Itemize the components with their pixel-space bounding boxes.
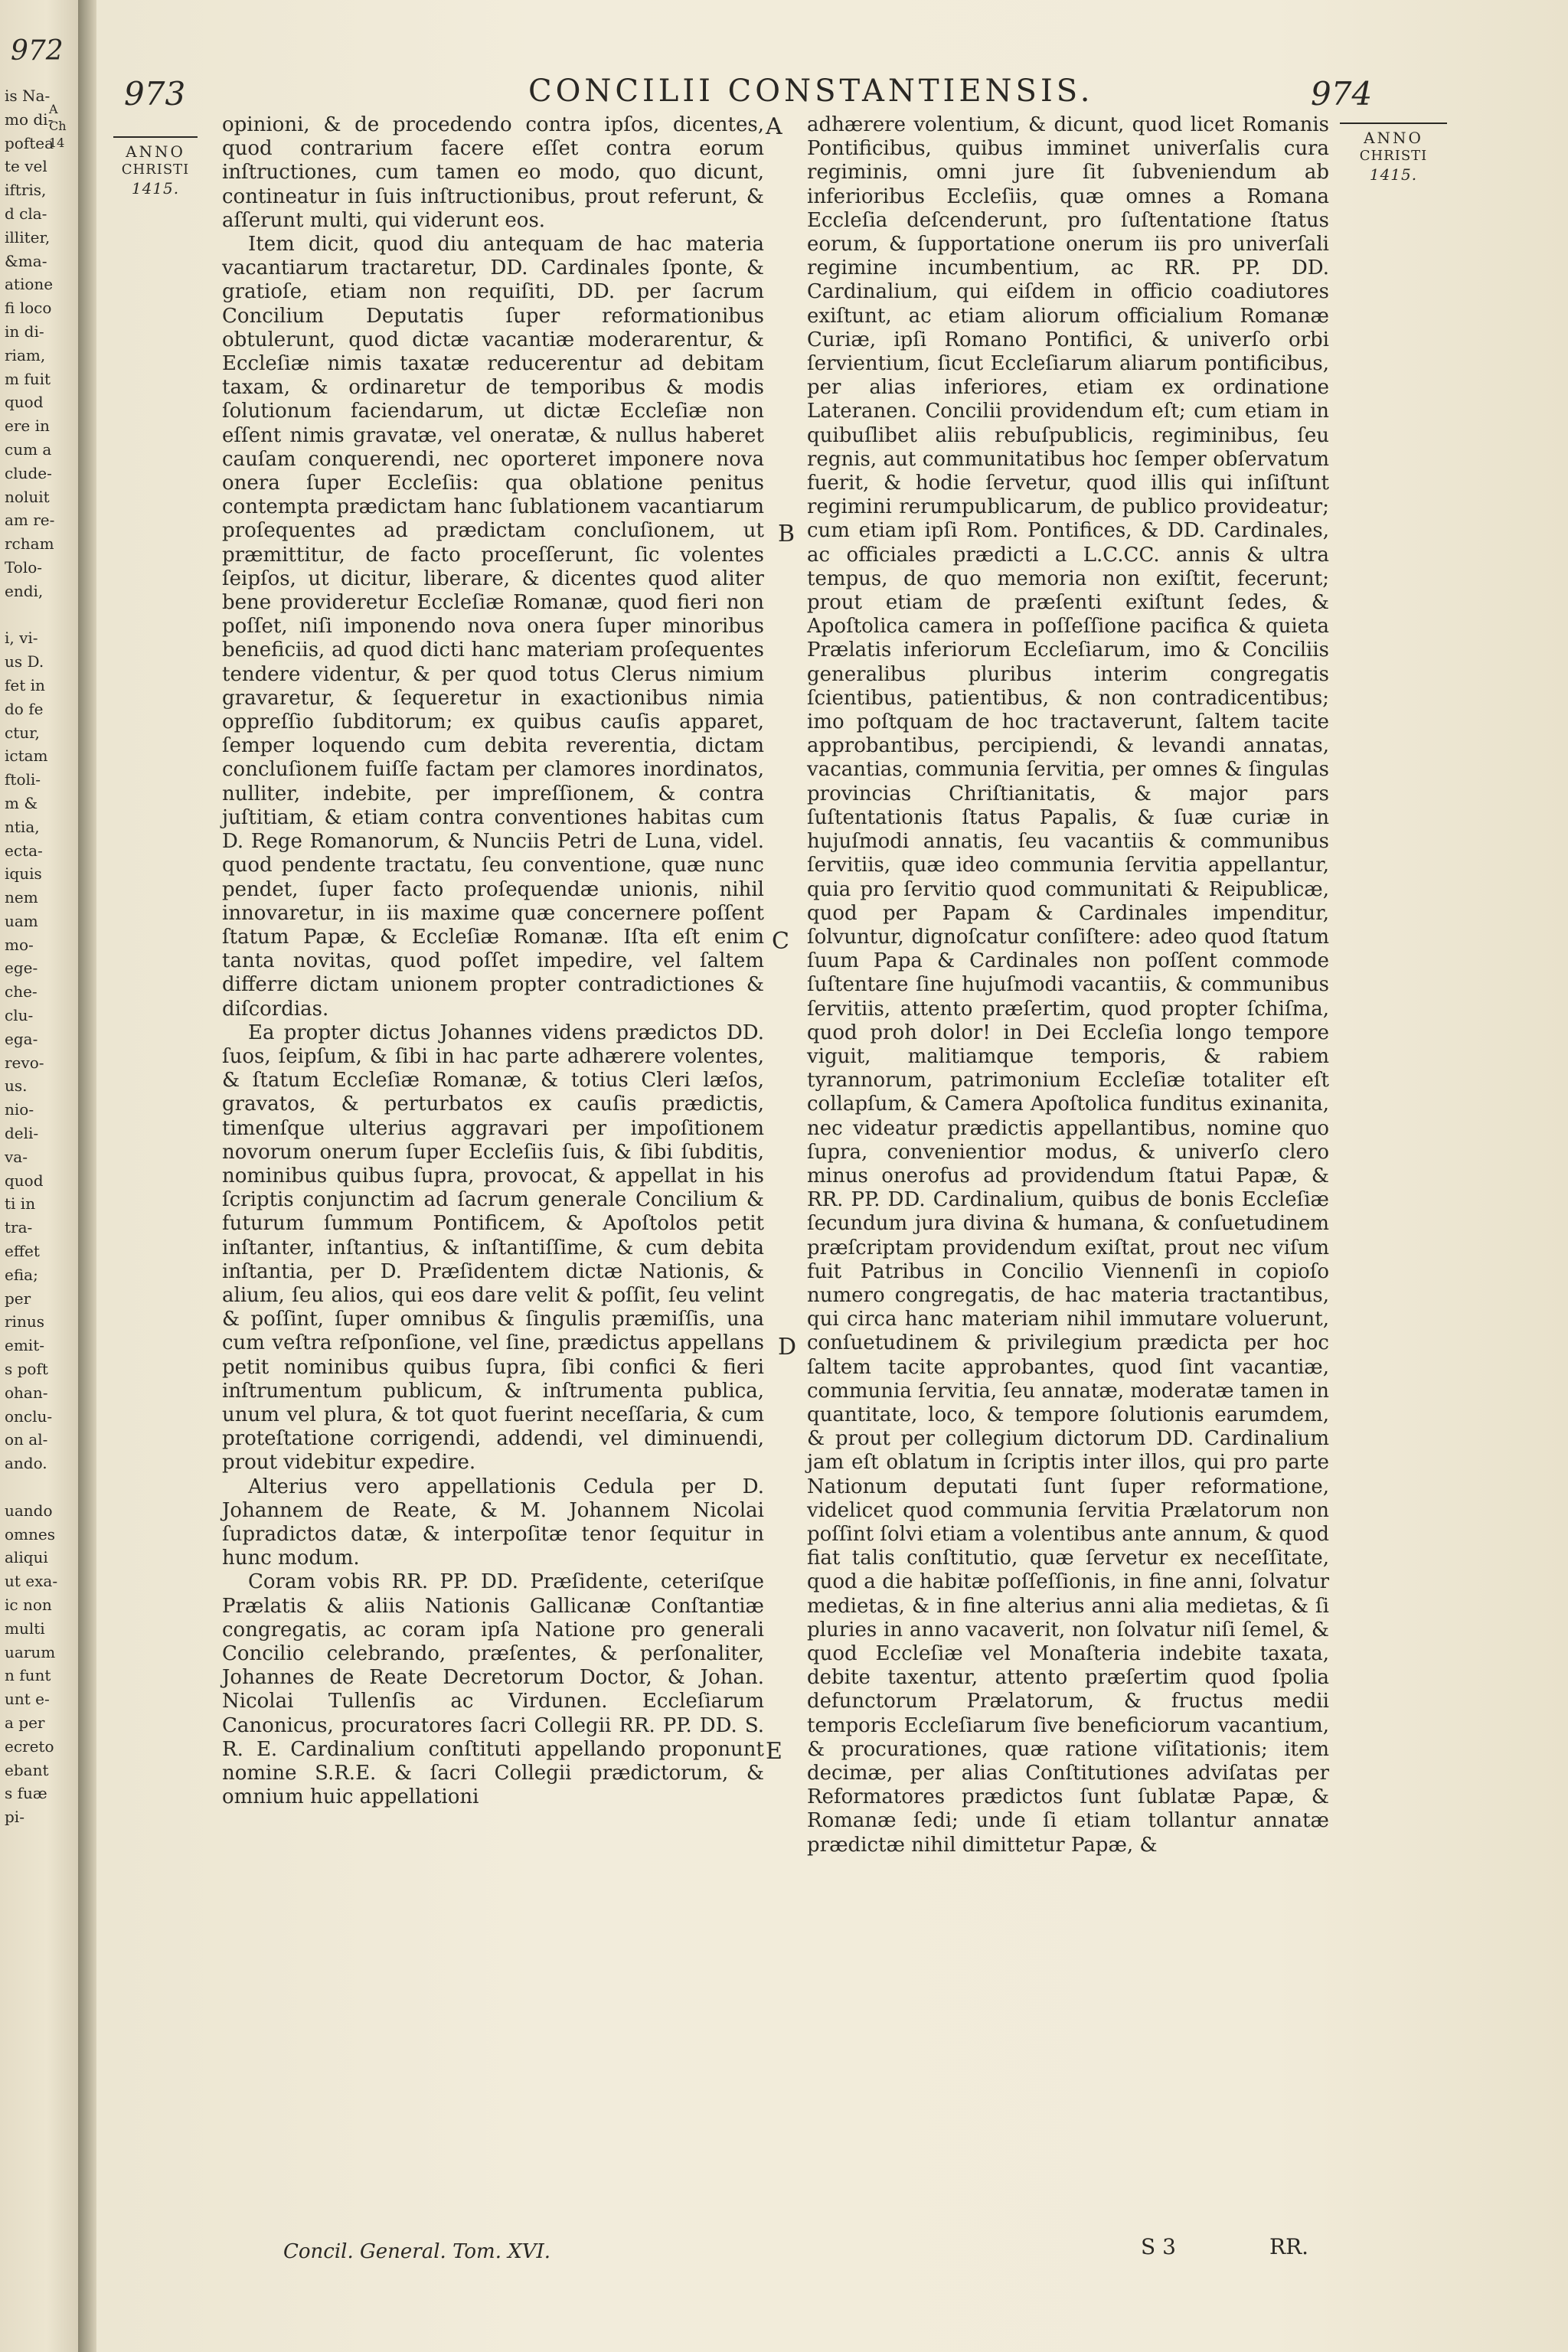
previous-page-line: aliqui [5, 1548, 48, 1567]
paragraph: Coram vobis RR. PP. DD. Præſidente, ceteriſque Prælatis & aliis Nationis Gallicanæ Conſtantiæ congregatis, ac coram ipſa Natione pro generali Concilio celebrando, præſentes, & perſonaliter, Johannes de Reate Decretorum Doctor, & Johan. Nicolai Tullenſis ac Virdunen. Eccleſiarum Canonicus, procuratores ſacri Collegii RR. PP. DD. S. R. E. Cardinalium conſtituti appellando proponunt nomine S.R.E. & ſacri Collegii prædictorum, & omnium huic appellationi [222, 1570, 764, 1809]
previous-page-line: ando. [5, 1454, 47, 1473]
margin-christi: CHRISTI [1359, 148, 1428, 164]
paragraph: Ea propter dictus Johannes videns prædictos DD. ſuos, ſeipſum, & ſibi in hac parte adhærere volentes, & ſtatum Eccleſiæ Romanæ, & totius Cleri læſos, gravatos, & perturbatos ex cauſis prædictis, timenſque ulterius aggravari per impoſitionem novorum onerum ſuper Eccleſiis ſuis, & ſibi ſubditis, nominibus quibus ſupra, provocat, & appellat in his ſcriptis conjunctim ad ſacrum generale Concilium & futurum ſummum Pontificem, & Apoſtolos petit inſtanter, inſtantius, & inſtantiſſime, & cum debita inſtantia, per D. Præſidentem dictæ Nationis, & alium, ſeu alios, qui eos dare velit & poſſit, ſeu velint & poſſint, ſuper omnibus & ſingulis præmiſſis, una cum veſtra reſponſione, vel ſine, prædictus appellans petit nominibus quibus ſupra, ſibi confici & fieri inſtrumentum publicum, & inſtrumenta publica, unum vel plura, & tot quot fuerint neceſſaria, & cum proteſtatione corrigendi, addendi, vel diminuendi, prout videbitur expedire. [222, 1021, 764, 1475]
section-marker-a: A [766, 113, 782, 140]
section-marker-c: C [772, 928, 789, 955]
previous-page-line: che- [5, 982, 38, 1001]
paragraph: Alterius vero appellationis Cedula per D. Johannem de Reate, & M. Johannem Nicolai ſupradictos datæ, & interpoſitæ tenor ſequitur in hunc modum. [222, 1475, 764, 1570]
previous-page-line: va- [5, 1147, 28, 1166]
margin-note-right [1340, 122, 1447, 184]
previous-page-line: cum a [5, 439, 52, 459]
previous-page-line: clu- [5, 1006, 34, 1025]
previous-page-side-line: Ch [49, 119, 67, 133]
previous-page-line: mo- [5, 935, 34, 954]
previous-page-line: omnes [5, 1524, 55, 1544]
previous-page-line: am re- [5, 511, 55, 530]
margin-anno: ANNO [1364, 129, 1423, 147]
previous-page-line: noluit [5, 487, 50, 506]
margin-anno: ANNO [126, 142, 185, 161]
previous-page-line: iquis [5, 864, 42, 884]
left-column [222, 113, 764, 1809]
section-marker-d: D [778, 1334, 797, 1361]
previous-page-line: efia; [5, 1265, 38, 1284]
previous-page-line: ebant [5, 1760, 49, 1779]
previous-page-line: ere in [5, 416, 50, 436]
previous-page-line [5, 603, 51, 627]
previous-page-line: n funt [5, 1666, 51, 1685]
footer-catchword: RR. [1269, 2234, 1309, 2259]
previous-page-line: iftris, [5, 181, 47, 200]
previous-page-line: ut exa- [5, 1572, 58, 1591]
running-title: CONCILII CONSTANTIENSIS. [528, 74, 1094, 109]
previous-page-line: m & [5, 793, 38, 812]
previous-page-line: per [5, 1289, 31, 1308]
previous-page-line: revo- [5, 1053, 44, 1072]
previous-page-edge [0, 0, 78, 2352]
previous-page-line: i, vi- [5, 629, 38, 648]
previous-page-line: ege- [5, 959, 38, 978]
previous-page-line: unt e- [5, 1690, 50, 1709]
previous-page-line: ti in [5, 1194, 36, 1214]
previous-page-line: quod [5, 393, 44, 412]
previous-page-line: effet [5, 1242, 40, 1261]
margin-rule [1340, 122, 1447, 124]
previous-page-line: pi- [5, 1808, 24, 1827]
margin-rule [113, 136, 198, 138]
previous-page-line: nio- [5, 1100, 34, 1119]
previous-page-line: fet in [5, 675, 45, 694]
right-column [807, 113, 1329, 1857]
previous-page-line: ega- [5, 1029, 38, 1048]
paragraph: adhærere volentium, & dicunt, quod licet Romanis Pontificibus, quibus imminet univerſalis cura regiminis, omni jure ſit ſubveniendum ab inferioribus Eccleſiis, quæ omnes a Romana Eccleſia deſcenderunt, pro ſuſtentatione ſtatus eorum, & ſupportatione onerum iis pro univerſali regimine incumbentium, ac RR. PP. DD. Cardinalium, qui eiſdem in officio coadiutores exiſtunt, ac etiam aliorum officialium Romanæ Curiæ, ipſi Romano Pontifici, & univerſo orbi ſervientium, ſicut Eccleſiarum aliarum pontificibus, per alias inferiores, etiam ex ordinatione Lateranen. Concilii providendum eſt; cum etiam in quibuſlibet aliis rebuſpublicis, regiminibus, ſeu regnis, aut communitatibus hoc ſemper obſervatum fuerit, & hodie ſervetur, quod illis qui inſiſtunt regimini rerumpublicarum, de publico provideatur; cum etiam ipſi Rom. Pontifices, & DD. Cardinales, ac officiales prædicti a L.C.CC. annis & ultra tempus, de quo memoria non exiſtit, fecerunt; prout etiam de præſenti exiſtunt ſedes, & Apoſtolica camera in poſſeſſione pacifica & quieta Prælatis inferiorum Eccleſiarum, imo & Conciliis generalibus pluribus interim congregatis ſcientibus, patientibus, & non contradicentibus; imo poſtquam de hoc tractaverunt, ſaltem tacite approbantibus, percipiendi, & levandi annatas, vacantias, communia ſervitia, per omnes & ſingulas provincias Chriſtianitatis, & major pars ſuſtentationis ſtatus Papalis, & ſuæ curiæ in hujuſmodi annatis, ſeu vacantiis & communibus ſervitiis, quæ ideo communia ſervitia appellantur, quia pro ſervitio quod communitati & Reipublicæ, quod per Papam & Cardinales impenditur, ſolvuntur, dignoſcatur conſiſtere: adeo quod ſtatum ſuum Papa & Cardinales non poſſent commode ſuſtentare ſine hujuſmodi vacantiis, & communibus ſervitiis, attento præſertim, quod propter ſchiſma, quod proh dolor! in Dei Eccleſia longo tempore viguit, malitiamque temporis, & rabiem tyrannorum, patrimonium Eccleſiæ totaliter eſt collapſum, & Camera Apoſtolica funditus exinanita, nec videatur prædictis appellantibus, nomine quo ſupra, convenientior modus, & univerſo clero minus onerofus ad providendum ſtatui Papæ, & RR. PP. DD. Cardinalium, quibus de bonis Eccleſiæ ſecundum jura divina & humana, & conſuetudinem præſcriptam providendum exiſtat, prout nec viſum fuit Patribus in Concilio Viennenſi in copioſo numero congregatis, de hac materia tractantibus, qui circa hanc materiam nihil immutare voluerunt, conſuetudinem & privilegium prædicta per hoc ſaltem tacite approbantes, quod ſint vacantiæ, communia ſervitia, ſeu annatæ, moderatæ tamen in quantitate, loco, & tempore ſolutionis earumdem, & prout per collegium dictorum DD. Cardinalium jam eſt oblatum in ſcriptis inter illos, qui pro parte Nationum deputati ſunt ſuper reformatione, videlicet quod communia ſervitia Prælatorum non poſſint ſolvi etiam a volentibus ante annum, & quod fiat talis conſtitutio, quæ ſervetur ex neceſſitate, quod a die habitæ poſſeſſionis, in fine anni, ſolvatur medietas, & in fine alterius anni alia medietas, & ſi pluries in anno vacaverit, non ſolvatur niſi ſemel, & quod Eccleſiæ vel Monaſteria indebite taxata, debite taxentur, attento præſertim quod ſpolia defunctorum Prælatorum, & fructus medii temporis Eccleſiarum ſive beneficiorum vacantium, & procurationes, quæ ratione viſitationis; item decimæ, per alias Conſtitutiones adviſatas per Reformatores prædictos ſunt ſublatæ Papæ, & Romanæ ſedi; unde ſi etiam tollantur annatæ prædictæ nihil dimittetur Papæ, & [807, 113, 1329, 1857]
paragraph: opinioni, & de procedendo contra ipſos, dicentes, quod contrarium facere eſſet contra eorum inſtructiones, cum tamen eo modo, quo dicunt, contineatur in ſuis inſtructionibus, prout referunt, & aſſerunt multi, qui viderunt eos. [222, 113, 764, 232]
page-number-left: 973 [124, 75, 186, 113]
page-number-right: 974 [1311, 75, 1373, 113]
previous-page-line: ictam [5, 746, 48, 766]
previous-page-line: nem [5, 888, 38, 907]
previous-page-line: d cla- [5, 204, 47, 223]
margin-christi: CHRISTI [121, 162, 190, 178]
section-marker-e: E [766, 1738, 782, 1765]
previous-page-line: s poft [5, 1360, 48, 1379]
section-marker-b: B [778, 521, 795, 547]
footer-signature: S 3 [1141, 2234, 1176, 2259]
previous-page-line: ctur, [5, 723, 40, 742]
previous-page-line: uarum [5, 1642, 56, 1661]
previous-page-line: atione [5, 275, 54, 294]
previous-page-line: Tolo- [5, 557, 43, 577]
margin-note-left [113, 136, 198, 198]
margin-year: 1415. [131, 179, 180, 198]
previous-page-line: us D. [5, 652, 44, 671]
previous-page-line: do fe [5, 699, 44, 718]
previous-page-line: uam [5, 911, 38, 930]
previous-page-line: multi [5, 1619, 45, 1638]
previous-page-side-line: A [49, 102, 58, 116]
previous-page-line: clude- [5, 463, 52, 482]
book-gutter [78, 0, 96, 2352]
previous-page-line: uando [5, 1501, 53, 1520]
previous-page-line: &ma- [5, 251, 47, 270]
previous-page-number: 972 [11, 35, 64, 67]
previous-page-line: fi loco [5, 299, 52, 318]
previous-page-line: m fuit [5, 369, 51, 388]
paragraph: Item dicit, quod diu antequam de hac materia vacantiarum tractaretur, DD. Cardinales ſponte, & gratioſe, etiam non requiſiti, DD. per ſacrum Concilium Deputatis ſuper reformationibus obtulerunt, quod dictæ vacantiæ moderarentur, & Eccleſiæ nimis taxatæ reducerentur ad debitam taxam, & ordinaretur de temporibus & modis ſolutionum faciendarum, ut dictæ Eccleſiæ non eſſent nimis gravatæ, vel oneratæ, & nullus haberet cauſam conquerendi, nec oporteret imponere nova onera ſuper Eccleſiis: qua oblatione penitus contempta prædictam hanc ſublationem vacantiarum proſequentes ad prædictam concluſionem, ut præmittitur, de facto proceſſerunt, ſic volentes ſeipſos, ut dicitur, liberare, & dicentes quod aliter bene provideretur Eccleſiæ Romanæ, quod fieri non poſſet, niſi imponendo nova onera ſuper minoribus beneficiis, ad quod dicti hanc materiam proſequentes tendere videntur, & per quod totus Clerus nimium gravaretur, & ſequeretur in exactionibus nimia oppreſſio ſubditorum; ex quibus cauſis apparet, ſemper loquendo cum debita reverentia, dictam concluſionem fuiſſe factam per clamores inordinatos, nulliter, indebite, per impreſſionem, & contra juſtitiam, & etiam contra conventiones habitas cum D. Rege Romanorum, & Nunciis Petri de Luna, videl. quod pendente tractatu, ſeu conventione, quæ nunc pendet, ſuper facto proſequendæ unionis, nihil innovaretur, in iis maxime quæ concernere poſſent ſtatum Papæ, & Eccleſiæ Romanæ. Iſta eſt enim tanta novitas, quod poſſet impedire, vel ſaltem differre dictam unionem propter contradictiones & diſcordias. [222, 233, 764, 1021]
previous-page-line: is Na- [5, 87, 51, 105]
previous-page-line: us. [5, 1076, 28, 1096]
previous-page-line: ntia, [5, 817, 40, 836]
previous-page-line: riam, [5, 345, 46, 364]
previous-page-line: ecta- [5, 841, 43, 860]
previous-page-side-note [49, 101, 67, 152]
previous-page-line: s fuæ [5, 1784, 47, 1803]
previous-page-line: ohan- [5, 1383, 48, 1402]
previous-page-line: onclu- [5, 1406, 53, 1426]
previous-page-line: rcham [5, 534, 54, 554]
previous-page-line: deli- [5, 1124, 39, 1143]
previous-page-side-line: 14 [49, 136, 65, 150]
previous-page-line: tra- [5, 1218, 33, 1237]
previous-page-line: mo di- [5, 109, 54, 129]
margin-year: 1415. [1369, 165, 1418, 184]
previous-page-line: ic non [5, 1596, 52, 1614]
previous-page-line: on al- [5, 1430, 48, 1449]
previous-page-line: rinus [5, 1312, 44, 1331]
previous-page-line: endi, [5, 581, 44, 600]
previous-page-line: a per [5, 1713, 45, 1732]
previous-page-line: ecreto [5, 1736, 54, 1756]
previous-page-line: illiter, [5, 227, 51, 247]
previous-page-line: quod [5, 1171, 44, 1190]
previous-page-line: te vel [5, 157, 47, 176]
previous-page-line: ftoli- [5, 770, 41, 789]
previous-page-line [5, 1475, 51, 1499]
previous-page-line: emit- [5, 1336, 44, 1355]
previous-page-line: poftea [5, 133, 54, 152]
previous-page-line: in di- [5, 322, 44, 341]
footer-volume: Concil. General. Tom. XVI. [283, 2240, 551, 2263]
